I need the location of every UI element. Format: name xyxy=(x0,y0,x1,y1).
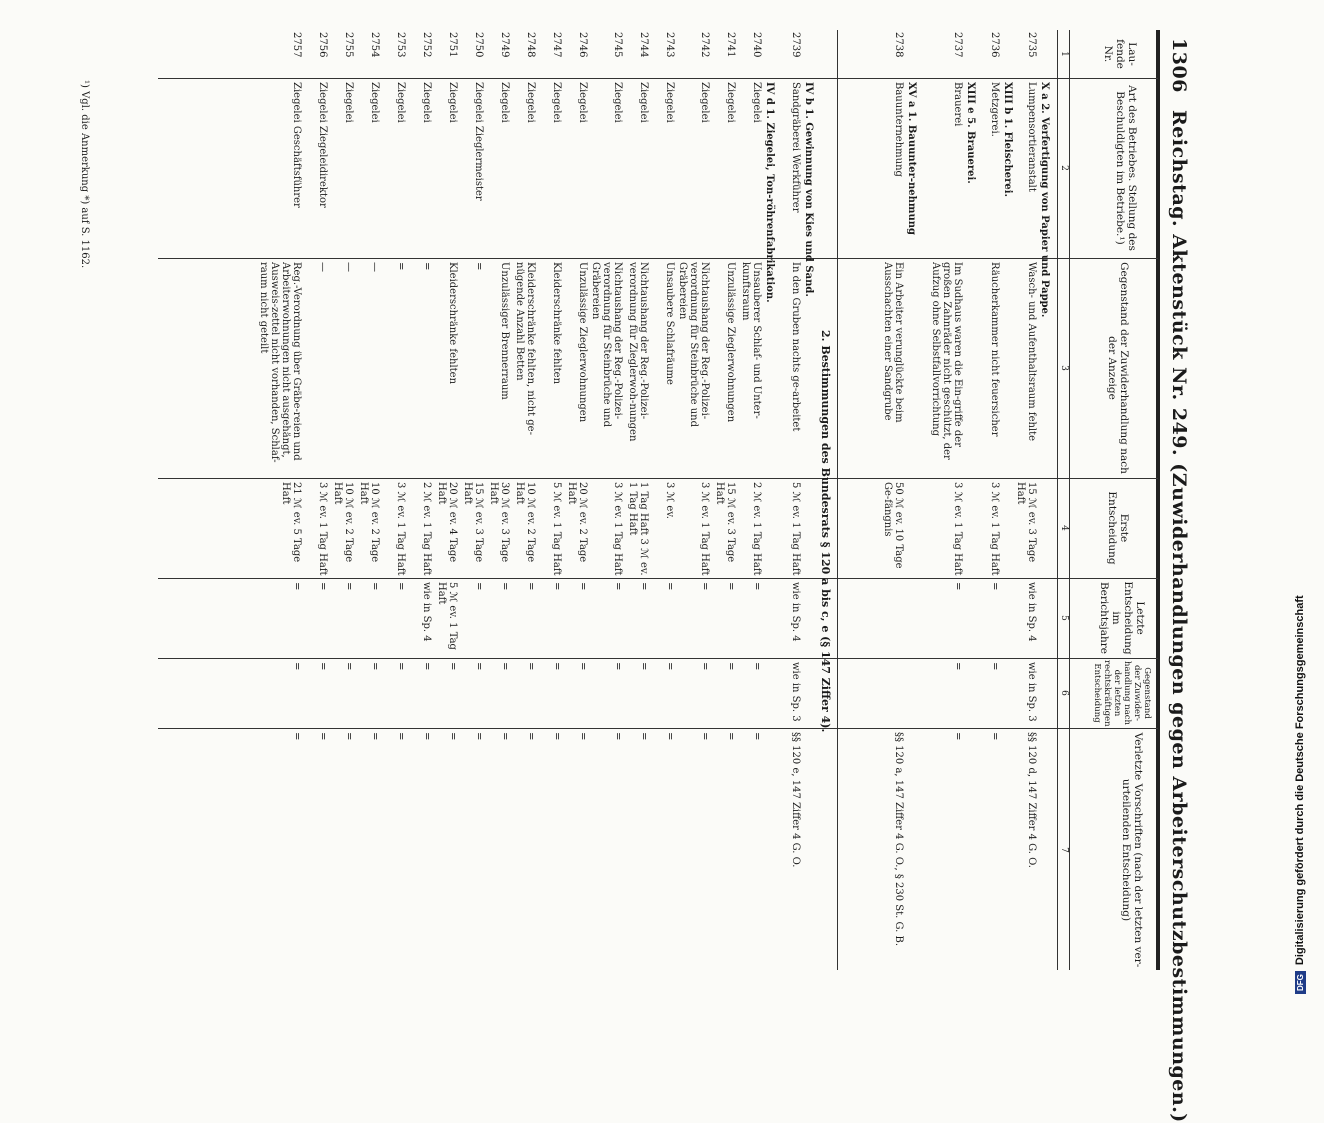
cell-betrieb: Ziegelei xyxy=(751,82,762,123)
cell-sp6: = xyxy=(725,662,736,671)
cell-nr: 2740 xyxy=(751,32,762,58)
cell-betrieb: Ziegelei Zieglermeister xyxy=(473,82,484,201)
cell-letzte: = xyxy=(317,582,328,591)
cell-vorschriften: = xyxy=(525,732,536,741)
cell-letzte: = xyxy=(577,582,588,591)
cell-letzte: = xyxy=(725,582,736,591)
cell-gegenstand: Unzulässige Zieglerwohnungen xyxy=(577,262,588,423)
cell-betrieb: Ziegelei xyxy=(664,82,675,123)
cell-nr: 2742 xyxy=(699,32,710,58)
table-top-rule xyxy=(1156,30,1158,970)
cell-nr: 2754 xyxy=(369,32,380,58)
cell-sp6: wie in Sp. 3 xyxy=(1026,662,1037,722)
cell-betrieb: Ziegelei xyxy=(699,82,710,123)
cell-sp6: = xyxy=(551,662,562,671)
cell-betrieb: Bauunternehmung xyxy=(893,82,904,177)
cell-vorschriften: = xyxy=(751,732,762,741)
col-num-4: 4 xyxy=(1059,525,1069,531)
cell-sp6: = xyxy=(317,662,328,671)
cell-erste: 3 ℳ ev. 1 Tag Haft xyxy=(395,482,406,576)
cell-gegenstand: Räucherkammer nicht feuersicher xyxy=(989,262,1000,437)
cell-betrieb: Ziegelei Ziegeleidirektor xyxy=(317,82,328,208)
cell-vorschriften: = xyxy=(421,732,432,741)
header-rule xyxy=(1158,30,1160,970)
cell-erste: 30 ℳ ev. 3 Tage Haft xyxy=(488,482,510,563)
cell-betrieb: Metzgerei. xyxy=(989,82,1000,137)
dfg-logo: DFG xyxy=(1295,971,1306,994)
cell-sp6: = xyxy=(952,662,963,671)
cell-gegenstand: Reg.-Verordnung über Gräbe-reien und Arbeiterwohnungen nicht ausgehängt, Ausweis-zettel nicht vorhanden, Schlaf-raum nicht geteilt xyxy=(258,262,302,463)
cell-letzte: wie in Sp. 4 xyxy=(1026,582,1037,642)
cell-sp6: = xyxy=(473,662,484,671)
col-sep-6 xyxy=(158,728,1158,729)
cell-nr: 2739 xyxy=(790,32,801,58)
cell-betrieb: Ziegelei xyxy=(638,82,649,123)
col-header-6: Gegenstand der Zuwider-handlung nach der letzten rechtskräftigen Entscheidung xyxy=(1092,660,1152,727)
cell-nr: 2746 xyxy=(577,32,588,58)
cell-erste: 10 ℳ ev. 2 Tage Haft xyxy=(332,482,354,563)
cell-erste: 3 ℳ ev. xyxy=(664,482,675,519)
cell-vorschriften: = xyxy=(369,732,380,741)
cell-gegenstand: Unsaubere Schlafräume xyxy=(664,262,675,385)
cell-sp6: = xyxy=(369,662,380,671)
cell-nr: 2755 xyxy=(343,32,354,58)
cell-sp6: = xyxy=(664,662,675,671)
cell-vorschriften: = xyxy=(577,732,588,741)
col-header-1: Lau-fende Nr. xyxy=(1102,39,1138,69)
cell-sp6: = xyxy=(447,662,458,671)
cell-gegenstand: Nichtaushang der Reg.-Polizei-verordnung für Zieglerwoh-nungen xyxy=(627,262,649,442)
cell-vorschriften: = xyxy=(699,732,710,741)
cell-betrieb: Sandgräberei Werkführer xyxy=(790,82,801,213)
cell-sp6: = xyxy=(612,662,623,671)
cell-vorschriften: = xyxy=(395,732,406,741)
cell-betrieb: Ziegelei xyxy=(612,82,623,123)
cell-erste: 3 ℳ ev. 1 Tag Haft xyxy=(612,482,623,576)
col-header-4: Erste Entscheidung xyxy=(1106,491,1130,565)
cell-erste: 2 ℳ ev. 1 Tag Haft xyxy=(751,482,762,576)
cell-nr: 2741 xyxy=(725,32,736,58)
cell-letzte: = xyxy=(499,582,510,591)
cell-betrieb: Ziegelei Geschäftsführer xyxy=(291,82,302,208)
cell-erste: 20 ℳ ev. 2 Tage Haft xyxy=(566,482,588,563)
cell-sp6: wie in Sp. 3 xyxy=(790,662,801,722)
cell-sp6: = xyxy=(395,662,406,671)
cell-sp6: = xyxy=(525,662,536,671)
cell-gegenstand: Nichtaushang der Reg.-Polizei-verordnung für Steinbrüche und Gräbereien xyxy=(677,262,710,428)
cell-nr: 2745 xyxy=(612,32,623,58)
cell-letzte: = xyxy=(343,582,354,591)
cell-erste: 10 ℳ ev. 2 Tage Haft xyxy=(358,482,380,563)
cell-vorschriften: = xyxy=(499,732,510,741)
cell-sp6: = xyxy=(577,662,588,671)
col-header-5: Letzte Entscheidung im Berichtsjahre xyxy=(1098,581,1146,655)
cell-gegenstand: — xyxy=(317,262,328,272)
col-sep-1 xyxy=(158,78,1158,79)
cell-erste: 1 Tag Haft 3 ℳ ev. 1 Tag Haft xyxy=(627,482,649,576)
col-num-6: 6 xyxy=(1059,690,1069,696)
cell-nr: 2749 xyxy=(499,32,510,58)
cell-erste: 20 ℳ ev. 4 Tage Haft xyxy=(436,482,458,563)
cell-erste: 2 ℳ ev. 1 Tag Haft xyxy=(421,482,432,576)
category-heading: IV d 1. Ziegelei, Ton-röhrenfabrikation. xyxy=(764,82,775,303)
section-title: 2. Bestimmungen des Bundesrats § 120 a bis c, e (§ 147 Ziffer 4). xyxy=(819,330,832,733)
category-heading: XIII b 1. Fleischerei. xyxy=(1002,82,1013,197)
cell-letzte: = xyxy=(473,582,484,591)
col-header-7: Verletzte Vorschriften (nach der letzten ver-urteilenden Entscheidung) xyxy=(1120,732,1144,968)
cell-erste: 15 ℳ ev. 3 Tage Haft xyxy=(714,482,736,563)
cell-nr: 2744 xyxy=(638,32,649,58)
sidebar-credit-text: Digitalisierung gefördert durch die Deutsche Forschungsgemeinschaft xyxy=(1294,595,1306,966)
cell-betrieb: Ziegelei xyxy=(725,82,736,123)
cell-nr: 2752 xyxy=(421,32,432,58)
page-number: 1306 xyxy=(1168,38,1190,93)
cell-nr: 2756 xyxy=(317,32,328,58)
cell-betrieb: Ziegelei xyxy=(525,82,536,123)
cell-erste: 5 ℳ ev. 1 Tag Haft xyxy=(790,482,801,576)
cell-nr: 2747 xyxy=(551,32,562,58)
col-num-3: 3 xyxy=(1059,365,1069,371)
cell-gegenstand: Kleiderschränke fehlten xyxy=(551,262,562,385)
cell-vorschriften: = xyxy=(551,732,562,741)
category-heading: IV b 1. Gewinnung von Kies und Sand. xyxy=(803,82,814,297)
footnote: ¹) Vgl. die Anmerkung *) auf S. 1162. xyxy=(79,80,90,269)
cell-erste: 50 ℳ ev. 10 Tage Ge-fängnis xyxy=(882,482,904,569)
cell-sp6: = xyxy=(291,662,302,671)
col-sep-3 xyxy=(158,478,1158,479)
cell-vorschriften: §§ 120 a, 147 Ziffer 4 G. O., § 230 St. G. B. xyxy=(893,732,904,947)
colnum-rule xyxy=(1057,30,1058,970)
cell-sp6: = xyxy=(699,662,710,671)
cell-gegenstand: Unzulässiger Brennerraum xyxy=(499,262,510,400)
cell-nr: 2737 xyxy=(952,32,963,58)
cell-nr: 2757 xyxy=(291,32,302,58)
cell-vorschriften: = xyxy=(725,732,736,741)
cell-vorschriften: §§ 120 e, 147 Ziffer 4 G. O. xyxy=(790,732,801,868)
cell-vorschriften: = xyxy=(952,732,963,741)
col-num-2: 2 xyxy=(1059,165,1069,171)
cell-nr: 2751 xyxy=(447,32,458,58)
cell-vorschriften: = xyxy=(317,732,328,741)
cell-erste: 15 ℳ ev. 3 Tage Haft xyxy=(1015,482,1037,563)
cell-betrieb: Ziegelei xyxy=(551,82,562,123)
col-header-2: Art des Betriebes. Stellung des Beschuldigten im Betriebe.¹) xyxy=(1114,85,1138,251)
cell-letzte: = xyxy=(291,582,302,591)
cell-letzte: = xyxy=(952,582,963,591)
cell-letzte: = xyxy=(612,582,623,591)
cell-vorschriften: §§ 120 d, 147 Ziffer 4 G. O. xyxy=(1026,732,1037,868)
cell-nr: 2736 xyxy=(989,32,1000,58)
category-heading: XV a 1. Bauunter-nehmung xyxy=(906,82,917,236)
cell-nr: 2748 xyxy=(525,32,536,58)
cell-letzte: = xyxy=(395,582,406,591)
cell-erste: 3 ℳ ev. 1 Tag Haft xyxy=(699,482,710,576)
col-sep-4 xyxy=(158,578,1158,579)
col-num-1: 1 xyxy=(1059,51,1069,57)
cell-vorschriften: = xyxy=(989,732,1000,741)
cell-vorschriften: = xyxy=(447,732,458,741)
cell-gegenstand: = xyxy=(473,262,484,271)
cell-betrieb: Lumpensortieranstalt xyxy=(1026,82,1037,192)
cell-erste: 3 ℳ ev. 1 Tag Haft xyxy=(952,482,963,576)
cell-letzte: = xyxy=(369,582,380,591)
cell-betrieb: Ziegelei xyxy=(499,82,510,123)
cell-letzte: = xyxy=(664,582,675,591)
cell-betrieb: Ziegelei xyxy=(421,82,432,123)
cell-betrieb: Ziegelei xyxy=(395,82,406,123)
cell-gegenstand: Unzulässige Zieglerwohnungen xyxy=(725,262,736,423)
cell-letzte: = xyxy=(551,582,562,591)
header-bottom-rule xyxy=(1069,30,1070,970)
col-num-5: 5 xyxy=(1059,615,1069,621)
cell-letzte: wie in Sp. 4 xyxy=(790,582,801,642)
cell-erste: 5 ℳ ev. 1 Tag Haft xyxy=(551,482,562,576)
cell-gegenstand: — xyxy=(369,262,380,272)
cell-vorschriften: = xyxy=(291,732,302,741)
cell-gegenstand: In den Gruben nachts ge-arbeitet xyxy=(790,262,801,432)
cell-betrieb: Ziegelei xyxy=(369,82,380,123)
cell-sp6: = xyxy=(343,662,354,671)
cell-vorschriften: = xyxy=(343,732,354,741)
cell-gegenstand: Wasch- und Aufenthaltsraum fehlte xyxy=(1026,262,1037,442)
cell-erste: 21 ℳ ev. 5 Tage Haft xyxy=(280,482,302,563)
cell-sp6: = xyxy=(989,662,1000,671)
cell-gegenstand: Kleiderschränke fehlten xyxy=(447,262,458,385)
cell-erste: 15 ℳ ev. 3 Tage Haft xyxy=(462,482,484,563)
cell-letzte: wie in Sp. 4 xyxy=(421,582,432,642)
cell-vorschriften: = xyxy=(612,732,623,741)
page-title: Reichstag. Aktenstück Nr. 249. (Zuwiderhandlungen gegen Arbeiterschutzbestimmungen.) xyxy=(1168,110,1190,1123)
cell-betrieb: Ziegelei xyxy=(447,82,458,123)
cell-nr: 2735 xyxy=(1026,32,1037,58)
cell-gegenstand: — xyxy=(343,262,354,272)
cell-gegenstand: = xyxy=(395,262,406,271)
cell-gegenstand: Nichtaushang der Reg.-Polizei-verordnung für Steinbrüche und Gräbereien xyxy=(590,262,623,428)
cell-sp6: = xyxy=(499,662,510,671)
cell-gegenstand: Kleiderschränke fehlten, nicht ge-nügende Anzahl Betten xyxy=(514,262,536,435)
cell-betrieb: Ziegelei xyxy=(343,82,354,123)
cell-letzte: = xyxy=(989,582,1000,591)
cell-vorschriften: = xyxy=(473,732,484,741)
cell-erste: 10 ℳ ev. 2 Tage Haft xyxy=(514,482,536,563)
cell-gegenstand: Im Sudhaus waren die Ein-griffe der großen Zahnräder nicht geschützt, der Aufzug ohne Selbstfallvorrichtung xyxy=(930,262,963,460)
col-num-7: 7 xyxy=(1059,847,1069,853)
cell-betrieb: Brauerei xyxy=(952,82,963,127)
cell-sp6: = xyxy=(421,662,432,671)
cell-vorschriften: = xyxy=(664,732,675,741)
cell-letzte: = xyxy=(751,582,762,591)
section-rule xyxy=(837,30,838,970)
cell-vorschriften: = xyxy=(638,732,649,741)
cell-erste: 3 ℳ ev. 1 Tag Haft xyxy=(989,482,1000,576)
category-heading: XIII e 5. Brauerei. xyxy=(965,82,976,184)
cell-nr: 2750 xyxy=(473,32,484,58)
cell-gegenstand: Unsauberer Schlaf- und Unter-kunftsraum xyxy=(740,262,762,419)
sidebar-credit xyxy=(1290,0,1324,1000)
col-header-3: Gegenstand der Zuwiderhandlung nach der Anzeige xyxy=(1106,262,1130,474)
cell-letzte: = xyxy=(525,582,536,591)
cell-nr: 2738 xyxy=(893,32,904,58)
cell-letzte: = xyxy=(638,582,649,591)
category-heading: X a 2. Verfertigung von Papier und Pappe. xyxy=(1039,82,1050,318)
cell-gegenstand: = xyxy=(421,262,432,271)
cell-nr: 2743 xyxy=(664,32,675,58)
cell-letzte: 5 ℳ ev. 1 Tag Haft xyxy=(436,582,458,650)
cell-letzte: = xyxy=(699,582,710,591)
cell-sp6: = xyxy=(751,662,762,671)
cell-gegenstand: Ein Arbeiter verunglückte beim Ausschachten einer Sandgrube xyxy=(882,262,904,423)
cell-sp6: = xyxy=(638,662,649,671)
cell-nr: 2753 xyxy=(395,32,406,58)
cell-erste: 3 ℳ ev. 1 Tag Haft xyxy=(317,482,328,576)
col-sep-2 xyxy=(158,258,1158,259)
cell-betrieb: Ziegelei xyxy=(577,82,588,123)
col-sep-5 xyxy=(158,658,1158,659)
